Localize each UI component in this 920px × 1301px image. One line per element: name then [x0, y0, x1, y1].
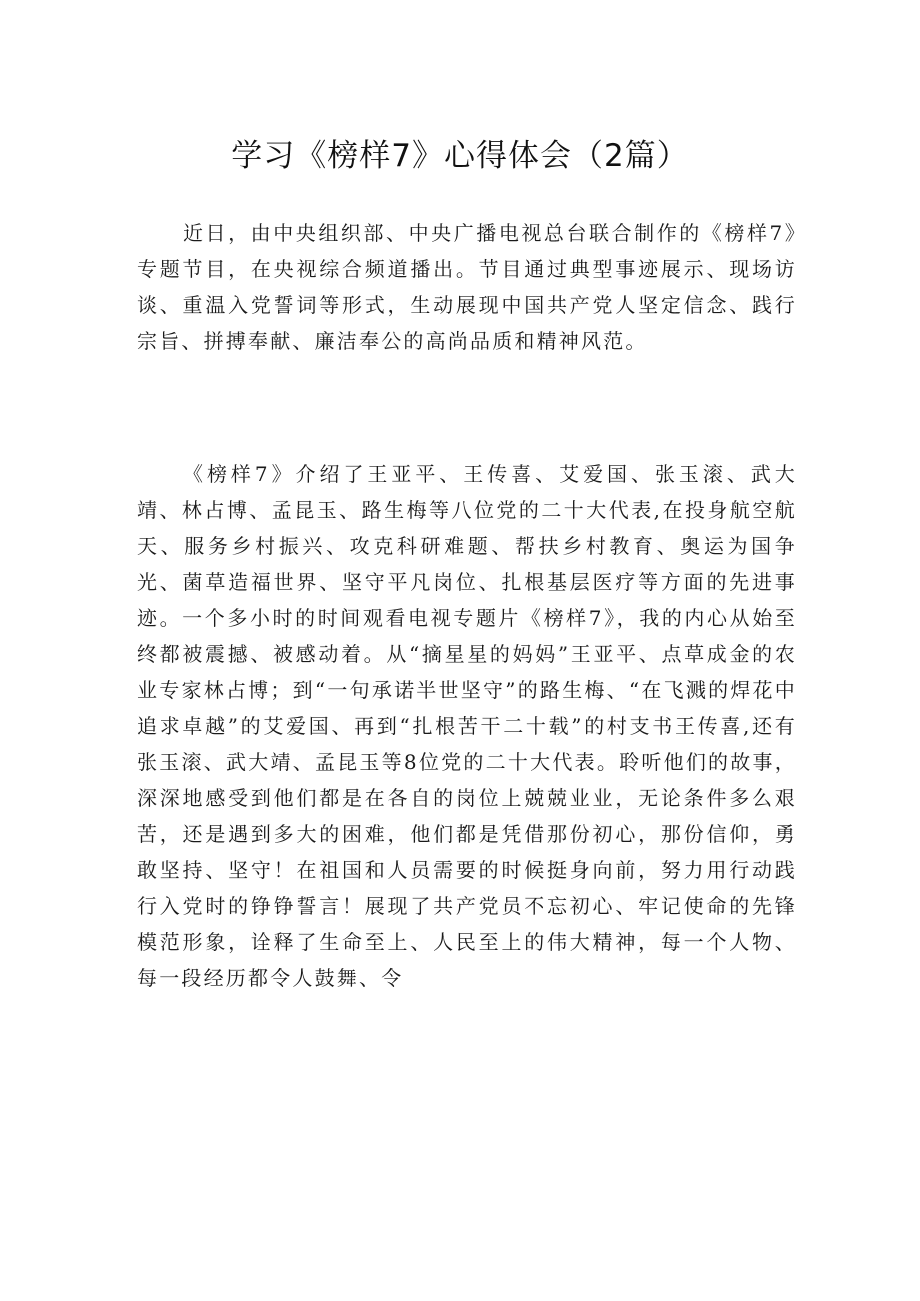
document-title: 学习《榜样7》心得体会（2篇）	[231, 138, 689, 174]
paragraph-2: 《榜样7》介绍了王亚平、王传喜、艾爱国、张玉滚、武大靖、林占博、孟昆玉、路生梅等八位党的二十大代表,在投身航空航天、服务乡村振兴、攻克科研难题、帮扶乡村教育、奥运为国争光、菌草造福世界、坚守平凡岗位、扎根基层医疗等方面的先进事迹。一个多小时的时间观看电视专题片《榜样7》，我的内心从始至终都被震撼、被感动着。从“摘星星的妈妈”王亚平、点草成金的农业专家林占博；到“一句承诺半世坚守”的路生梅、“在飞溅的焊花中追求卓越”的艾爱国、再到“扎根苦干二十载”的村支书王传喜,还有张玉滚、武大靖、孟昆玉等8位党的二十大代表。聆听他们的故事，深深地感受到他们都是在各自的岗位上兢兢业业，无论条件多么艰苦，还是遇到多大的困难，他们都是凭借那份初心，那份信仰，勇敢坚持、坚守！在祖国和人员需要的时候挺身向前，努力用行动践行入党时的铮铮誓言！展现了共产党员不忘初心、牢记使命的先锋模范形象，诠释了生命至上、人民至上的伟大精神，每一个人物、每一段经历都令人鼓舞、令	[137, 462, 797, 990]
paragraph-1: 近日，由中央组织部、中央广播电视总台联合制作的《榜样7》专题节目，在央视综合频道播出。节目通过典型事迹展示、现场访谈、重温入党誓词等形式，生动展现中国共产党人坚定信念、践行宗旨、拼搏奉献、廉洁奉公的高尚品质和精神风范。	[137, 221, 797, 353]
